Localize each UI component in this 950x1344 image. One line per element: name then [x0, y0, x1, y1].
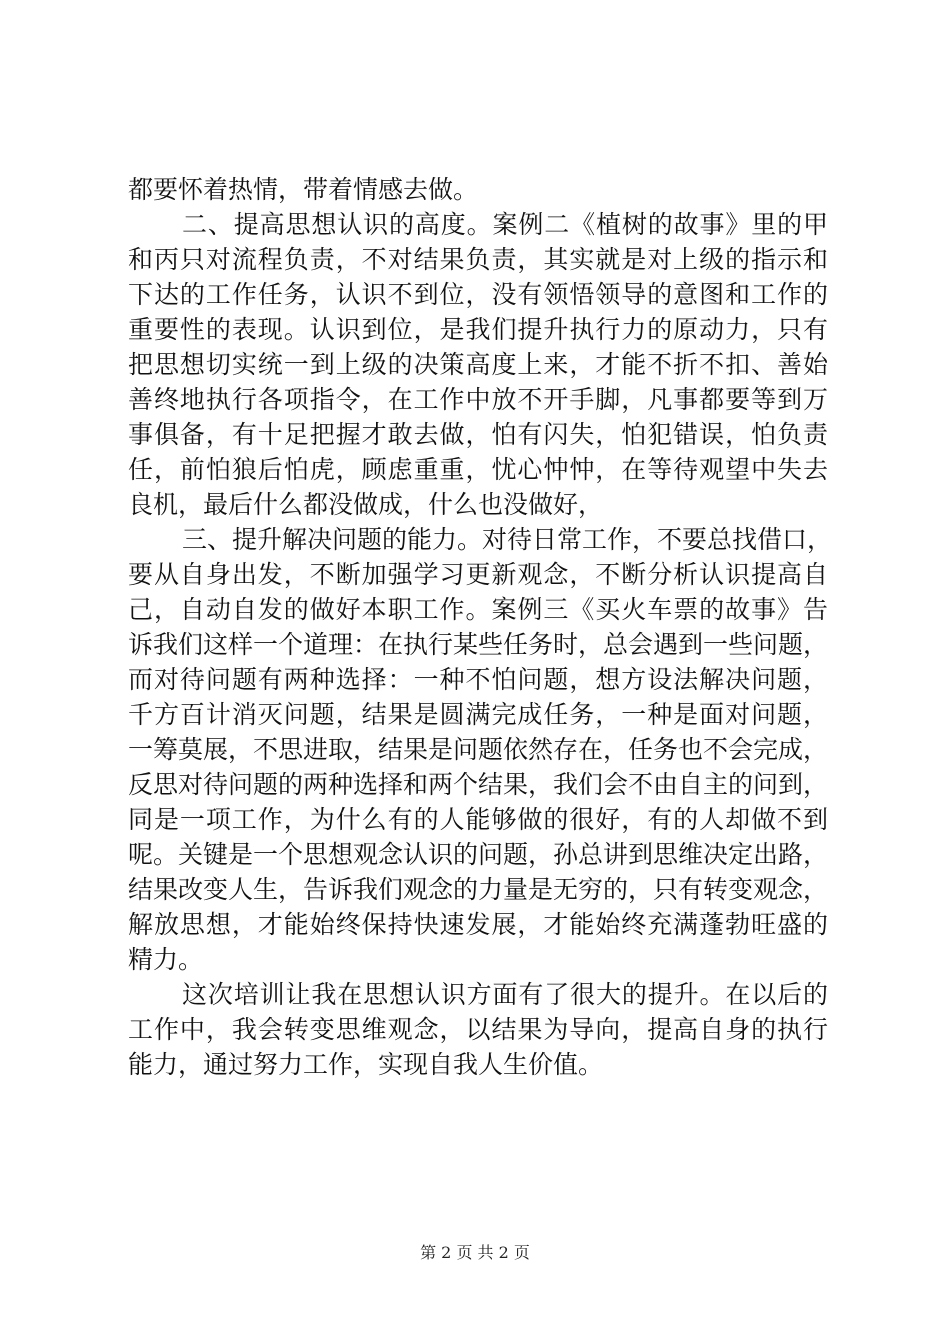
text-line: 这次培训让我在思想认识方面有了很大的提升。在以后的: [182, 980, 828, 1009]
text-line: 呢。关键是一个思想观念认识的问题，孙总讲到思维决定出路，: [128, 840, 829, 869]
text-line: 下达的工作任务，认识不到位，没有领悟领导的意图和工作的: [128, 280, 828, 309]
text-line: 要从自身出发，不断加强学习更新观念，不断分析认识提高自: [128, 560, 828, 589]
text-line: 和丙只对流程负责，不对结果负责，其实就是对上级的指示和: [128, 245, 828, 274]
text-line: 精力。: [128, 945, 204, 974]
text-line: 良机，最后什么都没做成，什么也没做好，: [128, 490, 604, 519]
text-line: 结果改变人生，告诉我们观念的力量是无穷的，只有转变观念，: [128, 875, 829, 904]
text-line: 都要怀着热情，带着情感去做。: [128, 175, 479, 204]
text-line: 同是一项工作，为什么有的人能够做的很好，有的人却做不到: [128, 805, 828, 834]
text-line: 任，前怕狼后怕虎，顾虑重重，忧心忡忡，在等待观望中失去: [128, 455, 828, 484]
text-line: 而对待问题有两种选择：一种不怕问题，想方设法解决问题，: [128, 665, 828, 694]
text-line: 二、提高思想认识的高度。案例二《植树的故事》里的甲: [182, 210, 828, 239]
text-line: 三、提升解决问题的能力。对待日常工作，不要总找借口，: [182, 525, 833, 554]
text-line: 善终地执行各项指令，在工作中放不开手脚，凡事都要等到万: [128, 385, 828, 414]
document-body: [128, 172, 833, 1082]
text-line: 反思对待问题的两种选择和两个结果，我们会不由自主的问到，: [128, 770, 829, 799]
text-line: 诉我们这样一个道理：在执行某些任务时，总会遇到一些问题，: [128, 630, 829, 659]
text-line: 重要性的表现。认识到位，是我们提升执行力的原动力，只有: [128, 315, 828, 344]
text-line: 把思想切实统一到上级的决策高度上来，才能不折不扣、善始: [128, 350, 828, 379]
text-line: 事俱备，有十足把握才敢去做，怕有闪失，怕犯错误，怕负责: [128, 420, 828, 449]
text-line: 能力，通过努力工作，实现自我人生价值。: [128, 1050, 604, 1079]
text-line: 一筹莫展，不思进取，结果是问题依然存在，任务也不会完成，: [128, 735, 829, 764]
text-line: 千方百计消灭问题，结果是圆满完成任务，一种是面对问题，: [128, 700, 828, 729]
text-line: 工作中，我会转变思维观念，以结果为导向，提高自身的执行: [128, 1015, 828, 1044]
text-line: 解放思想，才能始终保持快速发展，才能始终充满蓬勃旺盛的: [128, 910, 828, 939]
page-footer: 第 2 页 共 2 页: [420, 1243, 530, 1262]
text-line: 己，自动自发的做好本职工作。案例三《买火车票的故事》告: [128, 595, 828, 624]
